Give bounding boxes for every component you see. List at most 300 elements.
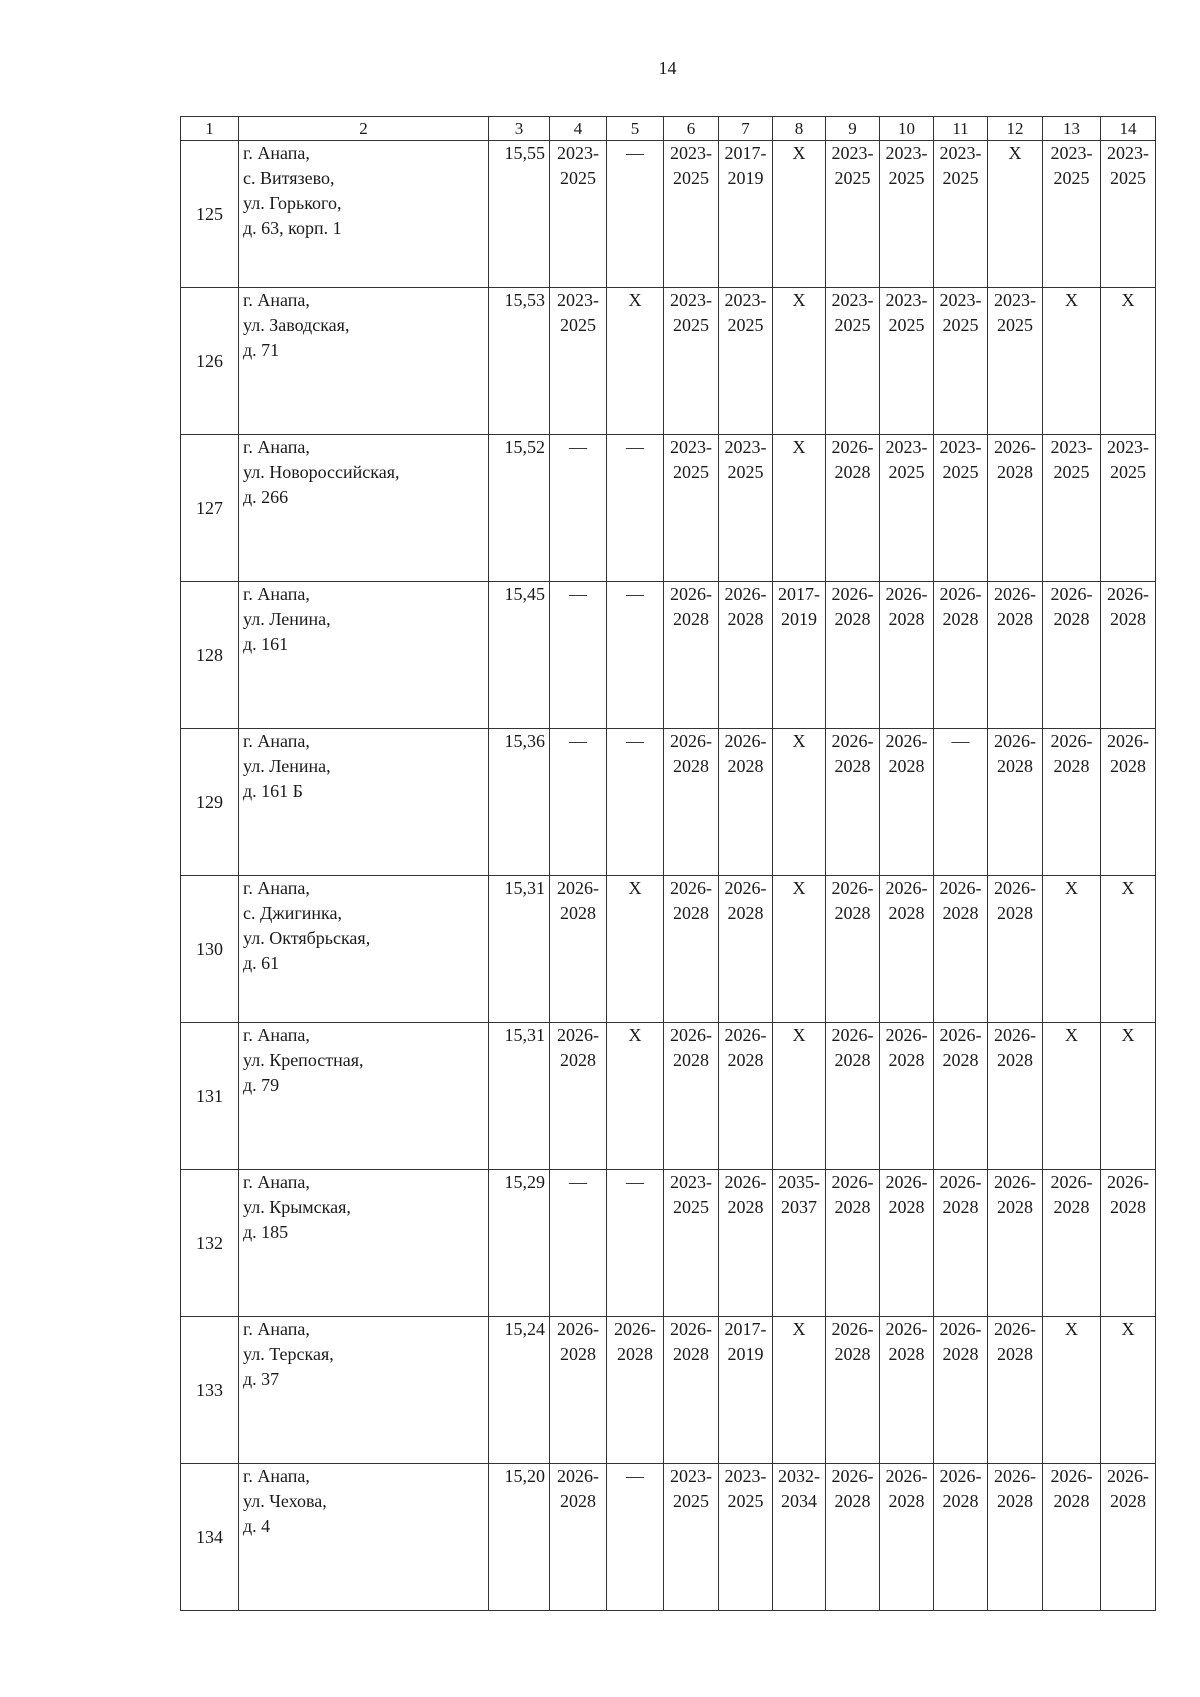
period-line: 2026- bbox=[670, 731, 712, 751]
table-row bbox=[181, 288, 1156, 435]
period-line: 2025 bbox=[673, 462, 709, 482]
period-line: 2026- bbox=[1107, 1172, 1149, 1192]
period-cell bbox=[719, 141, 773, 288]
table-row bbox=[181, 1317, 1156, 1464]
period-cell bbox=[1043, 582, 1101, 729]
period-line: 2025 bbox=[1110, 168, 1146, 188]
address-cell bbox=[239, 1170, 489, 1317]
period-line: — bbox=[569, 584, 587, 604]
period-line: 2026- bbox=[724, 731, 767, 751]
address-line: ул. Новороссийская, bbox=[243, 462, 400, 482]
period-line: 2028 bbox=[617, 1344, 653, 1364]
period-cell bbox=[1101, 1317, 1156, 1464]
period-cell bbox=[607, 729, 664, 876]
period-line: 2023- bbox=[831, 290, 874, 310]
period-line: Х bbox=[792, 143, 806, 163]
period-line: 2025 bbox=[560, 168, 596, 188]
address-line: д. 63, корп. 1 bbox=[243, 218, 342, 238]
period-line: 2028 bbox=[997, 1197, 1033, 1217]
period-cell bbox=[664, 288, 719, 435]
period-line: 2028 bbox=[942, 903, 979, 923]
period-line: 2026- bbox=[994, 1172, 1036, 1192]
period-cell bbox=[773, 435, 826, 582]
period-cell bbox=[550, 876, 607, 1023]
period-cell bbox=[607, 876, 664, 1023]
period-cell bbox=[773, 1170, 826, 1317]
period-line: 2028 bbox=[942, 1491, 979, 1511]
address-line: г. Анапа, bbox=[243, 1466, 310, 1486]
period-line: 2026- bbox=[885, 584, 928, 604]
address-cell bbox=[239, 1464, 489, 1611]
period-line: 2026- bbox=[939, 878, 982, 898]
address-line: ул. Ленина, bbox=[243, 609, 331, 629]
period-line: 2028 bbox=[834, 756, 871, 776]
period-cell bbox=[826, 1023, 880, 1170]
address-line: г. Анапа, bbox=[243, 143, 310, 163]
address-line: г. Анапа, bbox=[243, 731, 310, 751]
period-line: 2025 bbox=[673, 168, 709, 188]
address-line: г. Анапа, bbox=[243, 290, 310, 310]
row-number: 132 bbox=[181, 1170, 239, 1317]
period-cell bbox=[550, 582, 607, 729]
period-line: 2026- bbox=[1050, 731, 1093, 751]
address-line: с. Витязево, bbox=[243, 168, 335, 188]
period-line: 2028 bbox=[1110, 1491, 1146, 1511]
period-line: 2028 bbox=[673, 609, 709, 629]
address-line: г. Анапа, bbox=[243, 1025, 310, 1045]
period-cell bbox=[719, 1317, 773, 1464]
period-line: 2023- bbox=[831, 143, 874, 163]
period-line: 2028 bbox=[1053, 609, 1090, 629]
period-line: Х bbox=[1065, 290, 1078, 310]
period-cell bbox=[934, 582, 988, 729]
period-cell bbox=[664, 729, 719, 876]
period-cell bbox=[719, 1464, 773, 1611]
address-cell bbox=[239, 288, 489, 435]
period-line: 2019 bbox=[781, 609, 817, 629]
area-value: 15,31 bbox=[489, 876, 550, 1023]
period-line: 2023- bbox=[670, 1466, 712, 1486]
period-cell bbox=[1101, 729, 1156, 876]
period-cell bbox=[1043, 1170, 1101, 1317]
period-line: 2028 bbox=[834, 609, 871, 629]
address-line: ул. Терская, bbox=[243, 1344, 334, 1364]
period-line: 2023- bbox=[939, 437, 982, 457]
period-line: Х bbox=[1121, 1025, 1135, 1045]
period-line: 2028 bbox=[727, 903, 764, 923]
period-line: 2028 bbox=[560, 1050, 596, 1070]
period-cell bbox=[880, 1170, 934, 1317]
period-cell bbox=[826, 582, 880, 729]
period-line: 2026- bbox=[1050, 1172, 1093, 1192]
period-line: Х bbox=[792, 878, 806, 898]
period-line: Х bbox=[628, 290, 642, 310]
period-cell bbox=[826, 876, 880, 1023]
address-line: д. 161 Б bbox=[243, 781, 303, 801]
address-line: ул. Октябрьская, bbox=[243, 928, 371, 948]
period-line: 2026- bbox=[670, 878, 712, 898]
address-line: д. 37 bbox=[243, 1369, 280, 1389]
period-cell bbox=[773, 729, 826, 876]
period-line: — bbox=[626, 731, 644, 751]
period-cell bbox=[550, 1170, 607, 1317]
period-line: — bbox=[626, 437, 644, 457]
period-cell bbox=[988, 288, 1043, 435]
period-line: 2023- bbox=[1107, 143, 1149, 163]
period-line: 2026- bbox=[831, 1172, 874, 1192]
period-line: 2028 bbox=[888, 903, 925, 923]
period-cell bbox=[826, 141, 880, 288]
table-body bbox=[181, 117, 1156, 1611]
period-line: 2026- bbox=[994, 878, 1036, 898]
period-line: 2025 bbox=[673, 315, 709, 335]
area-value: 15,20 bbox=[489, 1464, 550, 1611]
period-cell bbox=[607, 1317, 664, 1464]
period-line: 2026- bbox=[831, 731, 874, 751]
address-cell bbox=[239, 435, 489, 582]
address-line: д. 71 bbox=[243, 340, 280, 360]
period-line: 2026- bbox=[831, 437, 874, 457]
period-line: 2025 bbox=[1053, 462, 1090, 482]
period-line: Х bbox=[628, 878, 642, 898]
column-header: 5 bbox=[607, 117, 664, 141]
period-line: 2025 bbox=[834, 315, 871, 335]
period-line: 2026- bbox=[724, 1025, 767, 1045]
address-line: ул. Ленина, bbox=[243, 756, 331, 776]
period-cell bbox=[1043, 435, 1101, 582]
period-cell bbox=[1043, 1317, 1101, 1464]
column-header: 7 bbox=[719, 117, 773, 141]
period-line: 2023- bbox=[557, 143, 599, 163]
area-value: 15,29 bbox=[489, 1170, 550, 1317]
period-cell bbox=[1101, 876, 1156, 1023]
period-line: 2025 bbox=[673, 1491, 709, 1511]
period-line: 2028 bbox=[997, 1491, 1033, 1511]
period-line: 2026- bbox=[939, 1319, 982, 1339]
period-line: 2023- bbox=[939, 143, 982, 163]
period-line: 2026- bbox=[885, 1172, 928, 1192]
period-line: 2026- bbox=[831, 1466, 874, 1486]
period-cell bbox=[607, 288, 664, 435]
period-line: 2023- bbox=[557, 290, 599, 310]
period-line: 2028 bbox=[834, 903, 871, 923]
period-line: 2028 bbox=[1110, 1197, 1146, 1217]
row-number: 130 bbox=[181, 876, 239, 1023]
period-line: 2026- bbox=[885, 1025, 928, 1045]
period-cell bbox=[773, 876, 826, 1023]
period-cell bbox=[607, 582, 664, 729]
area-value: 15,55 bbox=[489, 141, 550, 288]
period-cell bbox=[1101, 1464, 1156, 1611]
address-line: д. 161 bbox=[243, 634, 289, 654]
period-line: 2028 bbox=[1110, 609, 1146, 629]
address-cell bbox=[239, 141, 489, 288]
period-cell bbox=[550, 1023, 607, 1170]
period-cell bbox=[773, 288, 826, 435]
period-line: 2028 bbox=[888, 609, 925, 629]
period-cell bbox=[719, 729, 773, 876]
period-line: Х bbox=[792, 290, 806, 310]
period-cell bbox=[773, 1023, 826, 1170]
period-cell bbox=[988, 1317, 1043, 1464]
period-line: 2026- bbox=[994, 1025, 1036, 1045]
period-cell bbox=[880, 582, 934, 729]
period-line: 2026- bbox=[1107, 731, 1149, 751]
period-cell bbox=[550, 1317, 607, 1464]
period-line: 2028 bbox=[888, 1344, 925, 1364]
table-row bbox=[181, 729, 1156, 876]
period-line: 2026- bbox=[831, 1319, 874, 1339]
address-line: г. Анапа, bbox=[243, 878, 310, 898]
address-line: ул. Заводская, bbox=[243, 315, 350, 335]
period-cell bbox=[1101, 582, 1156, 729]
period-line: 2026- bbox=[557, 1319, 599, 1339]
period-line: 2023- bbox=[1050, 437, 1093, 457]
period-cell bbox=[988, 1464, 1043, 1611]
period-line: 2028 bbox=[997, 1344, 1033, 1364]
address-cell bbox=[239, 1317, 489, 1464]
period-line: 2037 bbox=[781, 1197, 817, 1217]
period-cell bbox=[773, 141, 826, 288]
period-line: 2028 bbox=[1053, 1197, 1090, 1217]
period-cell bbox=[880, 876, 934, 1023]
period-line: 2023- bbox=[724, 1466, 767, 1486]
period-cell bbox=[1043, 141, 1101, 288]
period-cell bbox=[719, 876, 773, 1023]
period-line: 2025 bbox=[888, 462, 925, 482]
period-line: 2017- bbox=[778, 584, 820, 604]
row-number: 129 bbox=[181, 729, 239, 876]
column-header: 8 bbox=[773, 117, 826, 141]
table-row bbox=[181, 876, 1156, 1023]
period-line: 2028 bbox=[834, 1491, 871, 1511]
period-line: 2028 bbox=[673, 903, 709, 923]
period-line: 2028 bbox=[560, 1344, 596, 1364]
period-line: — bbox=[569, 1172, 587, 1192]
period-cell bbox=[719, 1170, 773, 1317]
page-number: 14 bbox=[658, 58, 677, 78]
period-line: 2025 bbox=[888, 168, 925, 188]
period-line: 2026- bbox=[557, 1025, 599, 1045]
period-cell bbox=[934, 876, 988, 1023]
table-row bbox=[181, 1464, 1156, 1611]
period-line: 2028 bbox=[888, 1050, 925, 1070]
table-row bbox=[181, 435, 1156, 582]
area-value: 15,52 bbox=[489, 435, 550, 582]
area-value: 15,36 bbox=[489, 729, 550, 876]
address-line: г. Анапа, bbox=[243, 1319, 310, 1339]
period-line: 2023- bbox=[939, 290, 982, 310]
address-line: ул. Горького, bbox=[243, 193, 342, 213]
area-value: 15,31 bbox=[489, 1023, 550, 1170]
period-line: 2025 bbox=[673, 1197, 709, 1217]
period-cell bbox=[880, 288, 934, 435]
area-value: 15,24 bbox=[489, 1317, 550, 1464]
period-cell bbox=[826, 1464, 880, 1611]
period-cell bbox=[934, 729, 988, 876]
period-line: 2026- bbox=[831, 584, 874, 604]
period-line: 2028 bbox=[727, 756, 764, 776]
period-line: 2025 bbox=[942, 315, 979, 335]
period-line: 2028 bbox=[834, 462, 871, 482]
column-header: 1 bbox=[181, 117, 239, 141]
column-header: 12 bbox=[988, 117, 1043, 141]
period-cell bbox=[607, 1464, 664, 1611]
period-cell bbox=[880, 729, 934, 876]
period-line: 2026- bbox=[670, 584, 712, 604]
address-line: г. Анапа, bbox=[243, 584, 310, 604]
period-line: 2025 bbox=[942, 462, 979, 482]
period-cell bbox=[934, 1170, 988, 1317]
period-line: 2028 bbox=[997, 903, 1033, 923]
data-table bbox=[180, 116, 1156, 1611]
period-line: 2026- bbox=[885, 878, 928, 898]
period-cell bbox=[826, 1317, 880, 1464]
address-line: ул. Крепостная, bbox=[243, 1050, 364, 1070]
table-row bbox=[181, 141, 1156, 288]
period-line: Х bbox=[1065, 878, 1078, 898]
address-line: д. 79 bbox=[243, 1075, 280, 1095]
period-line: 2028 bbox=[888, 1491, 925, 1511]
period-line: — bbox=[626, 143, 644, 163]
period-line: — bbox=[626, 1466, 644, 1486]
row-number: 128 bbox=[181, 582, 239, 729]
period-line: 2028 bbox=[997, 756, 1033, 776]
period-cell bbox=[1101, 288, 1156, 435]
period-line: — bbox=[626, 1172, 644, 1192]
period-line: 2026- bbox=[1107, 584, 1149, 604]
period-line: Х bbox=[1121, 290, 1135, 310]
period-cell bbox=[550, 288, 607, 435]
period-line: 2026- bbox=[1050, 1466, 1093, 1486]
period-line: 2028 bbox=[997, 462, 1033, 482]
period-cell bbox=[934, 435, 988, 582]
period-line: 2019 bbox=[727, 168, 764, 188]
period-line: 2026- bbox=[614, 1319, 656, 1339]
period-line: 2026- bbox=[939, 1025, 982, 1045]
period-line: 2025 bbox=[1110, 462, 1146, 482]
period-line: 2026- bbox=[885, 1319, 928, 1339]
period-line: Х bbox=[792, 437, 806, 457]
row-number: 131 bbox=[181, 1023, 239, 1170]
period-line: 2035- bbox=[778, 1172, 820, 1192]
period-line: 2025 bbox=[727, 315, 764, 335]
row-number: 127 bbox=[181, 435, 239, 582]
column-header: 6 bbox=[664, 117, 719, 141]
period-line: 2032- bbox=[778, 1466, 820, 1486]
period-line: 2028 bbox=[727, 1050, 764, 1070]
period-cell bbox=[1043, 729, 1101, 876]
address-line: г. Анапа, bbox=[243, 437, 310, 457]
period-cell bbox=[1043, 1464, 1101, 1611]
address-cell bbox=[239, 582, 489, 729]
period-cell bbox=[664, 1464, 719, 1611]
period-line: 2026- bbox=[724, 584, 767, 604]
period-cell bbox=[607, 1170, 664, 1317]
period-cell bbox=[664, 435, 719, 582]
period-line: 2026- bbox=[831, 878, 874, 898]
period-cell bbox=[664, 582, 719, 729]
period-line: 2026- bbox=[994, 584, 1036, 604]
period-cell bbox=[550, 1464, 607, 1611]
address-cell bbox=[239, 1023, 489, 1170]
period-line: 2026- bbox=[994, 1319, 1036, 1339]
period-cell bbox=[880, 1023, 934, 1170]
address-line: д. 185 bbox=[243, 1222, 289, 1242]
period-line: 2026- bbox=[831, 1025, 874, 1045]
period-cell bbox=[664, 876, 719, 1023]
period-line: 2028 bbox=[560, 1491, 596, 1511]
period-cell bbox=[664, 1170, 719, 1317]
period-cell bbox=[934, 1023, 988, 1170]
period-cell bbox=[988, 582, 1043, 729]
period-line: 2025 bbox=[1053, 168, 1090, 188]
period-line: 2028 bbox=[942, 1197, 979, 1217]
period-cell bbox=[826, 435, 880, 582]
period-line: Х bbox=[1065, 1319, 1078, 1339]
period-line: 2025 bbox=[560, 315, 596, 335]
period-line: 2026- bbox=[724, 1172, 767, 1192]
period-line: Х bbox=[1065, 1025, 1078, 1045]
period-cell bbox=[773, 1464, 826, 1611]
period-cell bbox=[550, 435, 607, 582]
period-cell bbox=[550, 729, 607, 876]
period-cell bbox=[1101, 1023, 1156, 1170]
address-line: ул. Крымская, bbox=[243, 1197, 351, 1217]
period-cell bbox=[934, 1317, 988, 1464]
period-line: 2023- bbox=[1050, 143, 1093, 163]
period-line: 2026- bbox=[939, 1172, 982, 1192]
period-cell bbox=[826, 1170, 880, 1317]
address-line: г. Анапа, bbox=[243, 1172, 310, 1192]
period-cell bbox=[719, 288, 773, 435]
period-cell bbox=[988, 141, 1043, 288]
period-cell bbox=[719, 582, 773, 729]
period-line: 2026- bbox=[994, 731, 1036, 751]
period-cell bbox=[664, 1023, 719, 1170]
address-line: с. Джигинка, bbox=[243, 903, 342, 923]
period-line: 2026- bbox=[557, 1466, 599, 1486]
period-line: 2028 bbox=[673, 1344, 709, 1364]
period-cell bbox=[988, 435, 1043, 582]
period-cell bbox=[1101, 435, 1156, 582]
period-line: 2023- bbox=[885, 437, 928, 457]
period-cell bbox=[880, 1464, 934, 1611]
period-cell bbox=[1101, 141, 1156, 288]
period-cell bbox=[607, 435, 664, 582]
area-value: 15,45 bbox=[489, 582, 550, 729]
period-line: 2023- bbox=[885, 290, 928, 310]
period-line: 2028 bbox=[834, 1197, 871, 1217]
row-number: 133 bbox=[181, 1317, 239, 1464]
period-cell bbox=[773, 582, 826, 729]
period-line: 2026- bbox=[939, 584, 982, 604]
address-cell bbox=[239, 876, 489, 1023]
period-line: Х bbox=[792, 1025, 806, 1045]
row-number: 134 bbox=[181, 1464, 239, 1611]
period-line: 2026- bbox=[670, 1319, 712, 1339]
period-line: 2025 bbox=[727, 462, 764, 482]
column-header: 4 bbox=[550, 117, 607, 141]
period-line: 2028 bbox=[834, 1344, 871, 1364]
column-header: 10 bbox=[880, 117, 934, 141]
period-line: 2028 bbox=[673, 756, 709, 776]
period-line: — bbox=[951, 731, 970, 751]
address-line: ул. Чехова, bbox=[243, 1491, 327, 1511]
row-number: 125 bbox=[181, 141, 239, 288]
period-line: 2028 bbox=[997, 609, 1033, 629]
period-line: 2028 bbox=[942, 1050, 979, 1070]
